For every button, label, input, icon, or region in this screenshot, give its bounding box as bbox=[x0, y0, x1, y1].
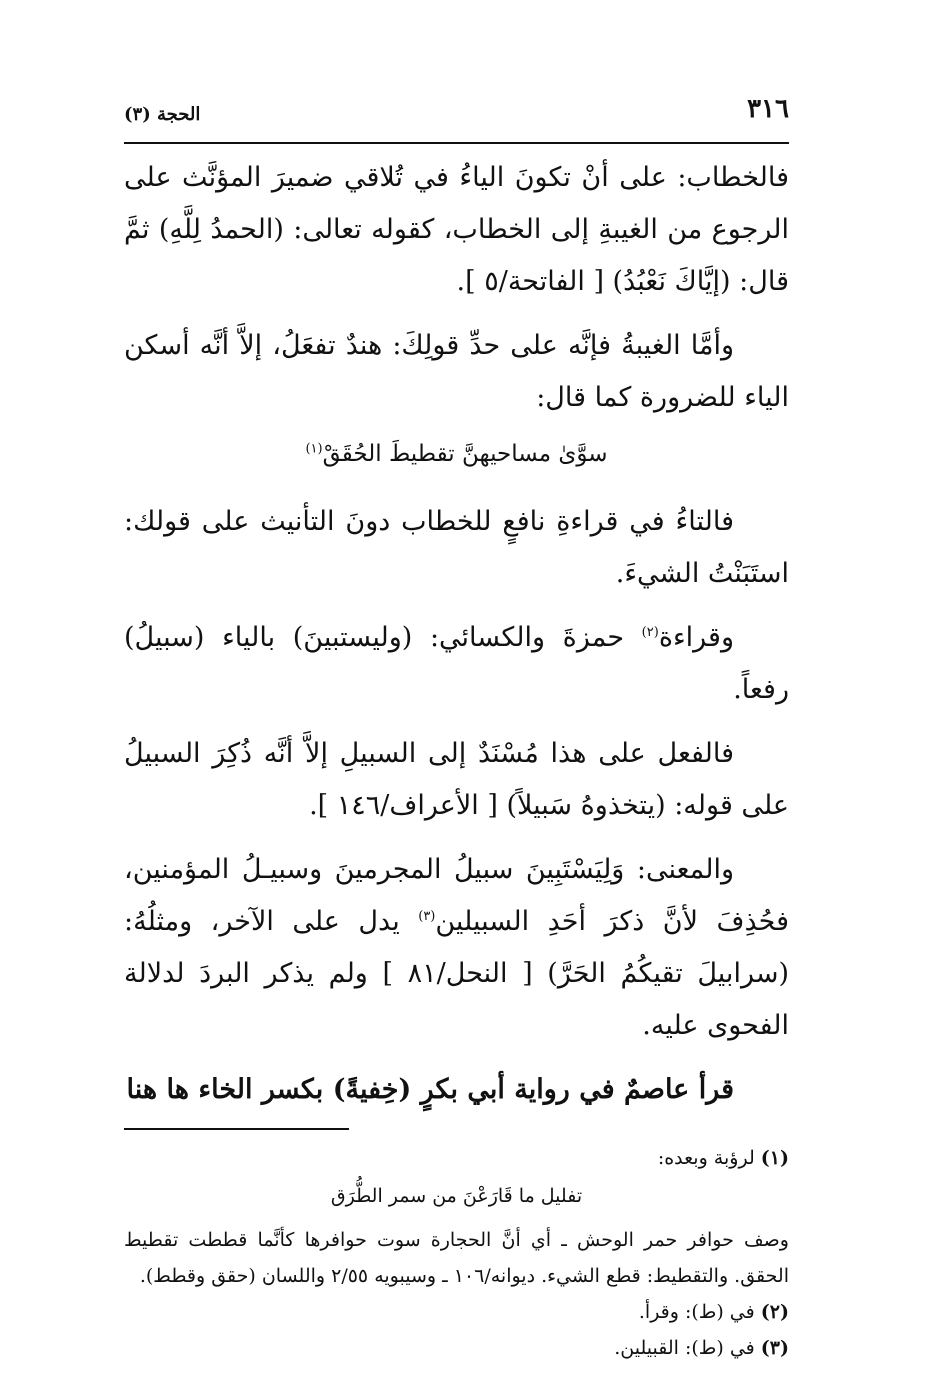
paragraph-maana-lead: والمعنى: وَلِيَسْتَبِينَ سبيلُ المجرمينَ وسبيـلُ المؤمنين، فحُذِفَ لأنَّ ذكرَ أحَدِ السبيلين bbox=[124, 854, 789, 937]
footnote-1-intro: لرؤبة وبعده: bbox=[657, 1147, 761, 1169]
footnote-ref-2: (٢) bbox=[641, 625, 659, 640]
verse-quote bbox=[124, 432, 789, 476]
footnote-1-text: وصف حوافر حمر الوحش ـ أي أنَّ الحجارة سوت حوافرها كأنَّما قططت تقطيط الحقق. والتقطيط: قطع الشيء. ديوانه/١٠٦ ـ وسيبويه ٢/٥٥ واللسان (حقق وقطط). bbox=[124, 1229, 789, 1287]
verse-text: سوَّىٰ مساحيهنَّ تقطيطَ الحُقَقْ bbox=[322, 441, 608, 467]
footnote-ref-3: (٣) bbox=[418, 909, 436, 924]
footnote-1-number: (١) bbox=[760, 1147, 789, 1169]
footnote-1 bbox=[124, 1140, 789, 1176]
paragraph-maana-rest: يدل على الآخر، ومثلُهُ: (سرابيلَ تقيكُمُ الحَرَّ) [ النحل/٨١ ] ولم يذكر البردَ لدلالة الفحوى عليه. bbox=[124, 906, 789, 1041]
paragraph-maana bbox=[124, 844, 789, 1052]
paragraph-hamza-lead: وقراءة bbox=[658, 622, 734, 653]
paragraph-nafi: فالتاءُ في قراءةِ نافعٍ للخطاب دونَ التأنيث على قولك: استَبَنْتُ الشيءَ. bbox=[124, 506, 789, 589]
footnote-3-number: (٣) bbox=[760, 1337, 789, 1359]
footnote-2-text: في (ط): وقرأ. bbox=[638, 1301, 761, 1323]
paragraph-hamza bbox=[124, 612, 789, 716]
paragraph-ghayba: وأمَّا الغيبةُ فإنَّه على حدِّ قولِكَ: هندٌ تفعَلُ، إلاَّ أنَّه أسكن الياء للضرورة كما قال: bbox=[124, 330, 789, 413]
footnote-3-text: في (ط): القبيلين. bbox=[614, 1337, 761, 1359]
paragraph-musnad: فالفعل على هذا مُسْنَدٌ إلى السبيلِ إلاَّ أنَّه ذُكِرَ السبيلُ على قوله: (يتخذوهُ سَبيلاً) [ الأعراف/١٤٦ ]. bbox=[124, 738, 789, 821]
footnote-2-number: (٢) bbox=[760, 1301, 789, 1323]
paragraph-hamza-rest: حمزةَ والكسائي: (وليستبينَ) بالياء (سبيلُ) رفعاً. bbox=[124, 622, 789, 705]
footnote-ref-1: (١) bbox=[305, 441, 323, 457]
paragraph-khitab: فالخطاب: على أنْ تكونَ الياءُ في تُلاقي ضميرَ المؤنَّث على الرجوع من الغيبةِ إلى الخطاب، كقوله تعالى: (الحمدُ لِلَّهِ) ثمَّ قال: (إيَّاكَ نَعْبُدُ) [ الفاتحة/٥ ]. bbox=[124, 162, 789, 297]
footnote-3 bbox=[124, 1330, 789, 1366]
paragraph-asim: قرأ عاصمٌ في رواية أبي بكرٍ (خِفيةً) بكسر الخاء ها هنا bbox=[126, 1074, 734, 1105]
book-title: الحجة (٣) bbox=[124, 104, 201, 125]
footnote-divider bbox=[124, 1128, 349, 1130]
footnote-1-verse: تفليل ما قَارَعْنَ من سمر الطُّرَق bbox=[330, 1185, 583, 1207]
running-header bbox=[124, 90, 789, 144]
page-number: ٣١٦ bbox=[747, 94, 789, 124]
book-page bbox=[124, 90, 789, 1359]
footnote-2 bbox=[124, 1294, 789, 1330]
